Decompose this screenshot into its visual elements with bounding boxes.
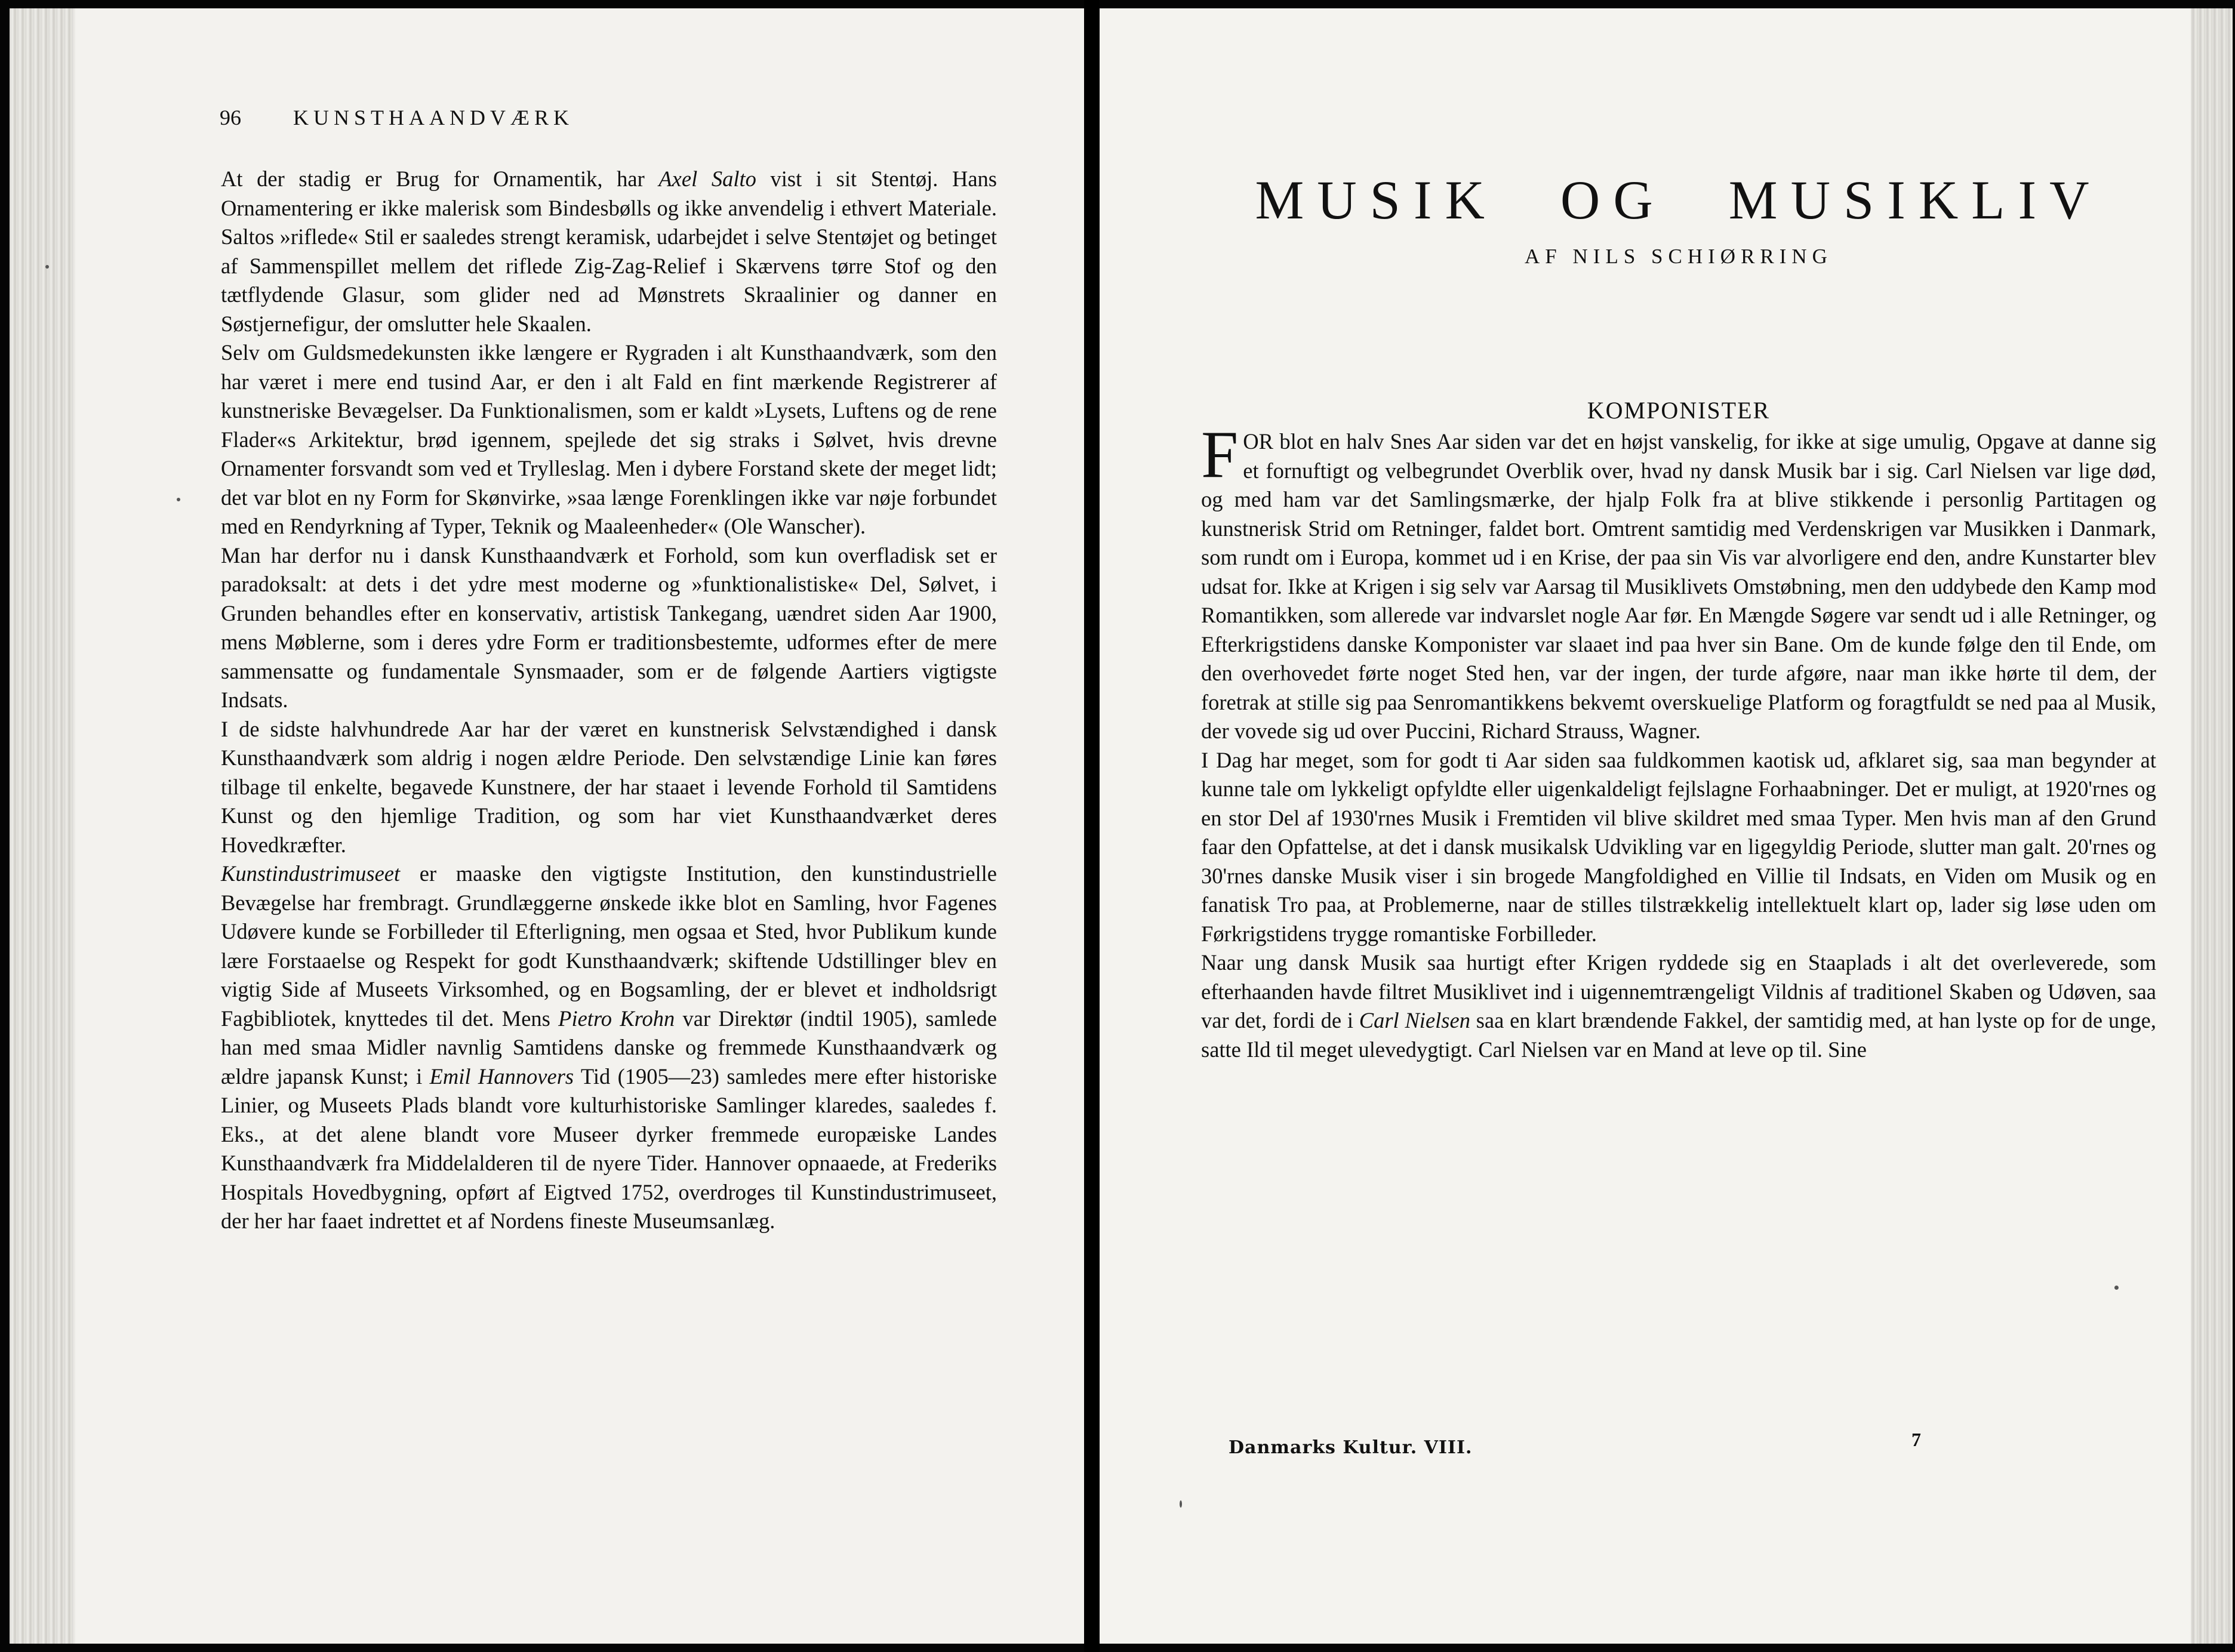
right-body-text [1201,418,2156,1064]
italic-name: Emil Hannovers [429,1064,574,1089]
text-run: var Direktør (indtil 1905), samlede han med smaa Midler navnlig Samtidens danske og fremmede Kunsthaandværk og ældre japansk Kunst; i [221,1006,998,1089]
paragraph [221,541,997,715]
paragraph [221,165,997,338]
page-edge-left [10,8,75,1644]
left-page [10,8,1084,1644]
speck [2114,1286,2119,1290]
text-run: Selv om Guldsmedekunsten ikke længere er Rygraden i alt Kunsthaandværk, som den har været i mere end tusind Aar, er den i alt Fald en fint mærkende Registrerer af kunstneriske Bevægelser. Da Funktionalismen, som er kaldt »Lysets, Luftens og de rene Flader«s Arkitektur, brød igennem, spejlede det sig straks i Sølvet, hvis drevne Ornamenter forsvandt som ved et Trylleslag. Men i dybere Forstand skete der meget lidt; det var blot en ny Form for Skønvirke, »saa længe Forenklingen ikke var nøje forbundet med en Rendyrkning af Typer, Teknik og Maaleenheder« (Ole Wanscher). [221,340,997,538]
paragraph [1201,418,2156,746]
text-run: saa en klart brændende Fakkel, der samtidig med, at han lyste op for de unge, satte Ild til meget ulevedygtigt. Carl Nielsen var en Mand at leve op til. Sine [1201,1008,2156,1062]
page-number: 96 [220,106,241,130]
paragraph [221,859,997,1236]
italic-name: Carl Nielsen [1359,1008,1470,1032]
speck [177,498,180,501]
text-run: Man har derfor nu i dansk Kunsthaandværk et Forhold, som kun overfladisk set er paradoksalt: at dets i det ydre mest moderne og »funktionalistiske« Del, Sølvet, i Grunden behandles efter en konservativ, artistisk Tankegang, uændret siden Aar 1900, mens Møblerne, som i deres ydre Form er traditionsbestemte, udformes efter de mere sammensatte og fundamentale Synsmaader, som er de følgende Aartiers vigtigste Indsats. [221,543,997,712]
running-header [220,105,996,130]
chapter-author: AF NILS SCHIØRRING [1525,245,1833,268]
text-run: At der stadig er Brug for Ornamentik, har [221,167,659,191]
text-run: Tid (1905—23) samledes mere efter historiske Linier, og Museets Plads blandt vore kulturhistoriske Samlinger klaredes, saaledes f. Eks., at det alene blandt vore Museer dyrker fremmede europæiske Landes Kunsthaandværk fra Middelalderen til de nyere Tider. Hannover opnaaede, at Frederiks Hospitals Hovedbygning, opført af Eigtved 1752, overdroges til Kunstindustrimuseet, der her har faaet indrettet et af Nordens fineste Museumsanlæg. [221,1064,997,1233]
text-run: vist i sit Stentøj. Hans Ornamentering er ikke malerisk som Bindesbølls og ikke anvendelig i ethvert Materiale. Saltos »riflede« Stil er saaledes strengt keramisk, udarbejdet i selve Stentøjet og betinget af Sammenspillet mellem det riflede Zig-Zag-Relief i Skærvens tørre Stof og den tætflydende Glasur, som glider ned ad Mønstrets Skraalinier og danner en Søstjernefigur, der omslutter hele Skaalen. [221,167,997,336]
italic-name: Kunstindustrimuseet [221,861,401,886]
text-run: I de sidste halvhundrede Aar har der været en kunstnerisk Selvstændighed i dansk Kunsthaandværk som aldrig i nogen ældre Periode. Den selvstændige Linie kan føres tilbage til enkelte, begavede Kunstnere, der har staaet i levende Forhold til Samtidens Kunst og den hjemlige Tradition, og som har viet Kunsthaandværket deres Hovedkræfter. [221,716,997,857]
paragraph [221,338,997,541]
left-body-text [221,165,997,1236]
right-page [1100,8,2233,1644]
text-run: er maaske den vigtigste Institution, den kunstindustrielle Bevægelse har frembragt. Grundlæggerne ønskede ikke blot en Samling, hvor Fagenes Udøvere kunde se Forbilleder til Efterligning, men ogsaa et Sted, hvor Publikum kunde lære Forstaaelse og Respekt for godt Kunsthaandværk; skiftende Udstillinger blev en vigtig Side af Museets Virksomhed, og en Bogsamling, der er blevet et indholdsrigt Fagbibliotek, knyttedes til det. Mens [221,861,997,1031]
paragraph [221,715,997,860]
text-run: I Dag har meget, som for godt ti Aar siden saa fuldkommen kaotisk ud, afklaret sig, saa man begynder at kunne tale om lykkeligt opfyldte eller uigenkaldeligt fejlslagne Forhaabninger. Det er muligt, at 1920'rnes og en stor Del af 1930'rnes Musik i Fremtiden vil blive skildret med smaa Typer. Men hvis man af den Grund faar den Opfattelse, at det i dansk musikalsk Udvikling var en ligegyldig Periode, slutter man galt. 20'rnes og 30'rnes danske Musik viser i sin brogede Mangfoldighed en Villie til Indsats, en Viden om Musik og en fanatisk Tro paa, at Problemerne, naar de stilles tilstrækkelig intellektuelt klart op, lader sig løse uden om Førkrigstidens trygge romantiske Forbilleder. [1201,747,2156,946]
speck [45,265,49,269]
chapter-title: MUSIK OG MUSIKLIV [1255,169,2102,230]
running-head: KUNSTHAANDVÆRK [293,106,574,130]
drop-cap: F [1201,418,1239,492]
paragraph [1201,746,2156,949]
paragraph [1201,948,2156,1064]
italic-name: Pietro Krohn [558,1006,675,1031]
footer-sheet-number: 7 [1911,1429,1921,1450]
italic-name: Axel Salto [658,167,756,191]
text-run: Naar ung dansk Musik saa hurtigt efter Krigen ryddede sig en Staaplads i alt det overleverede, som efterhaanden havde filtret Musiklivet ind i uigennemtrængeligt Vildnis af traditionel Skaben og Udøven, saa var det, fordi de i [1201,950,2156,1032]
speck [1180,1500,1182,1508]
page-edge-right [2191,8,2233,1644]
footer-signature: Danmarks Kultur. VIII. [1229,1437,1473,1458]
gutter [1084,0,1100,1652]
section-heading: KOMPONISTER [1587,397,1771,424]
text-run: OR blot en halv Snes Aar siden var det en højst vanskelig, for ikke at sige umulig, Opgave at danne sig et fornuftigt og velbegrundet Overblik over, hvad ny dansk Musik bar i sig. Carl Nielsen var lige død, og med ham var det Samlingsmærke, der hjalp Folk fra at blive stikkende i personlig Partitagen og kunstnerisk Strid om Retninger, faldet bort. Omtrent samtidig med Verdenskrigen var Musikken i Danmark, som rundt om i Europa, kommet ud i en Krise, der paa sin Vis var alvorligere end den, andre Kunstarter blev udsat for. Ikke at Krigen i sig selv var Aarsag til Musiklivets Omstøbning, men den uddybede den Kamp mod Romantikken, som allerede var indvarslet nogle Aar før. En Mængde Søgere var sendt ud i alle Retninger, og Efterkrigstidens danske Komponister var slaaet ind paa hver sin Bane. Om de kunde følge den til Ende, om den overhovedet førte noget Sted hen, var der ingen, der turde afgøre, naar man ikke hørte til dem, der foretrak at stille sig paa Senromantikkens bekvemt overskuelige Platform og foragtfuldt se ned paa al Musik, der vovede sig ud over Puccini, Richard Strauss, Wagner. [1201,429,2156,743]
